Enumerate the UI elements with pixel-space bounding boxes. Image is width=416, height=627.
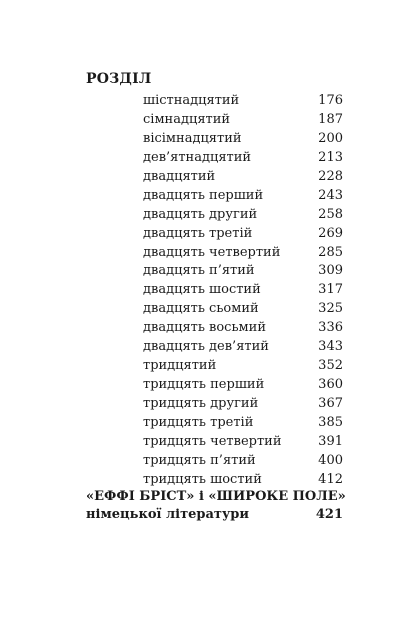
toc-entry-page-number: 200: [318, 130, 343, 146]
toc-entry-page-number: 367: [318, 396, 343, 411]
toc-entry-label: двадцять четвертий: [143, 244, 281, 260]
toc-entry-page-number: 360: [318, 377, 343, 393]
afterword-subtitle-line: [86, 506, 343, 524]
afterword-title: «ЕФФІ БРІСТ» і «ШИРОКЕ ПОЛЕ»: [86, 489, 346, 504]
toc-entry-page-number: 258: [318, 206, 343, 222]
toc-entry-label: тридцятий: [143, 358, 217, 374]
toc-entry-label: тридцять другий: [143, 396, 259, 411]
toc-row: [143, 262, 343, 281]
afterword-title-line: [86, 488, 346, 506]
toc-entry-label: тридцять четвертий: [143, 433, 282, 449]
toc-row: [143, 111, 343, 130]
toc-entry-label: вісімнадцятий: [143, 130, 242, 146]
toc-entry-label: сімнадцятий: [143, 111, 231, 127]
toc-row: [143, 92, 343, 111]
afterword-page-number: 421: [315, 507, 343, 522]
afterword-entry: [86, 488, 346, 524]
toc-entry-page-number: 285: [318, 244, 343, 260]
toc-entry-label: двадцять п’ятий: [143, 263, 255, 279]
toc-row: [143, 452, 343, 471]
toc-row: [143, 168, 343, 187]
toc-row: [143, 300, 343, 319]
toc-entry-label: шістнадцятий: [143, 93, 240, 108]
toc-entry-label: тридцять перший: [143, 377, 265, 393]
toc-entry-label: двадцятий: [143, 168, 216, 184]
toc-entry-page-number: 343: [318, 339, 343, 355]
toc-entry-label: двадцять шостий: [143, 282, 261, 298]
toc-entry-page-number: 400: [318, 452, 343, 468]
toc-entry-label: двадцять восьмий: [143, 320, 266, 336]
toc-entry-page-number: 317: [318, 282, 343, 298]
toc-entry-page-number: 385: [318, 414, 343, 430]
toc-entry-page-number: 325: [318, 301, 343, 317]
toc-entry-page-number: 352: [318, 358, 343, 374]
toc-row: [143, 225, 343, 244]
toc-entry-label: двадцять перший: [143, 187, 264, 203]
section-heading: РОЗДІЛ: [86, 71, 152, 87]
toc-row: [143, 471, 343, 490]
toc-row: [143, 130, 343, 149]
toc-row: [143, 187, 343, 206]
toc-entry-page-number: 336: [318, 320, 343, 336]
afterword-subtitle: німецької літератури: [86, 507, 250, 522]
toc-row: [143, 319, 343, 338]
toc-entry-page-number: 309: [318, 263, 343, 279]
toc-row: [143, 206, 343, 225]
toc-entry-label: тридцять шостий: [143, 471, 262, 487]
toc-entry-page-number: 228: [318, 168, 343, 184]
toc-entry-label: двадцять третій: [143, 225, 253, 241]
toc-entry-page-number: 412: [318, 471, 343, 487]
toc-entry-page-number: 269: [318, 225, 343, 241]
toc-row: [143, 433, 343, 452]
toc-entry-label: тридцять третій: [143, 414, 254, 430]
toc-row: [143, 376, 343, 395]
toc-list: [143, 92, 343, 490]
toc-entry-page-number: 187: [318, 111, 343, 127]
toc-entry-label: дев’ятнадцятий: [143, 149, 252, 165]
toc-row: [143, 414, 343, 433]
toc-row: [143, 357, 343, 376]
toc-entry-label: двадцять другий: [143, 206, 258, 222]
toc-entry-page-number: 243: [318, 187, 343, 203]
toc-row: [143, 281, 343, 300]
toc-row: [143, 244, 343, 263]
toc-entry-label: двадцять дев’ятий: [143, 339, 269, 355]
toc-entry-page-number: 391: [318, 433, 343, 449]
toc-row: [143, 149, 343, 168]
toc-entry-page-number: 176: [318, 93, 343, 108]
toc-entry-label: тридцять п’ятий: [143, 452, 256, 468]
toc-entry-label: двадцять сьомий: [143, 301, 259, 317]
toc-row: [143, 338, 343, 357]
toc-entry-page-number: 213: [318, 149, 343, 165]
toc-row: [143, 395, 343, 414]
